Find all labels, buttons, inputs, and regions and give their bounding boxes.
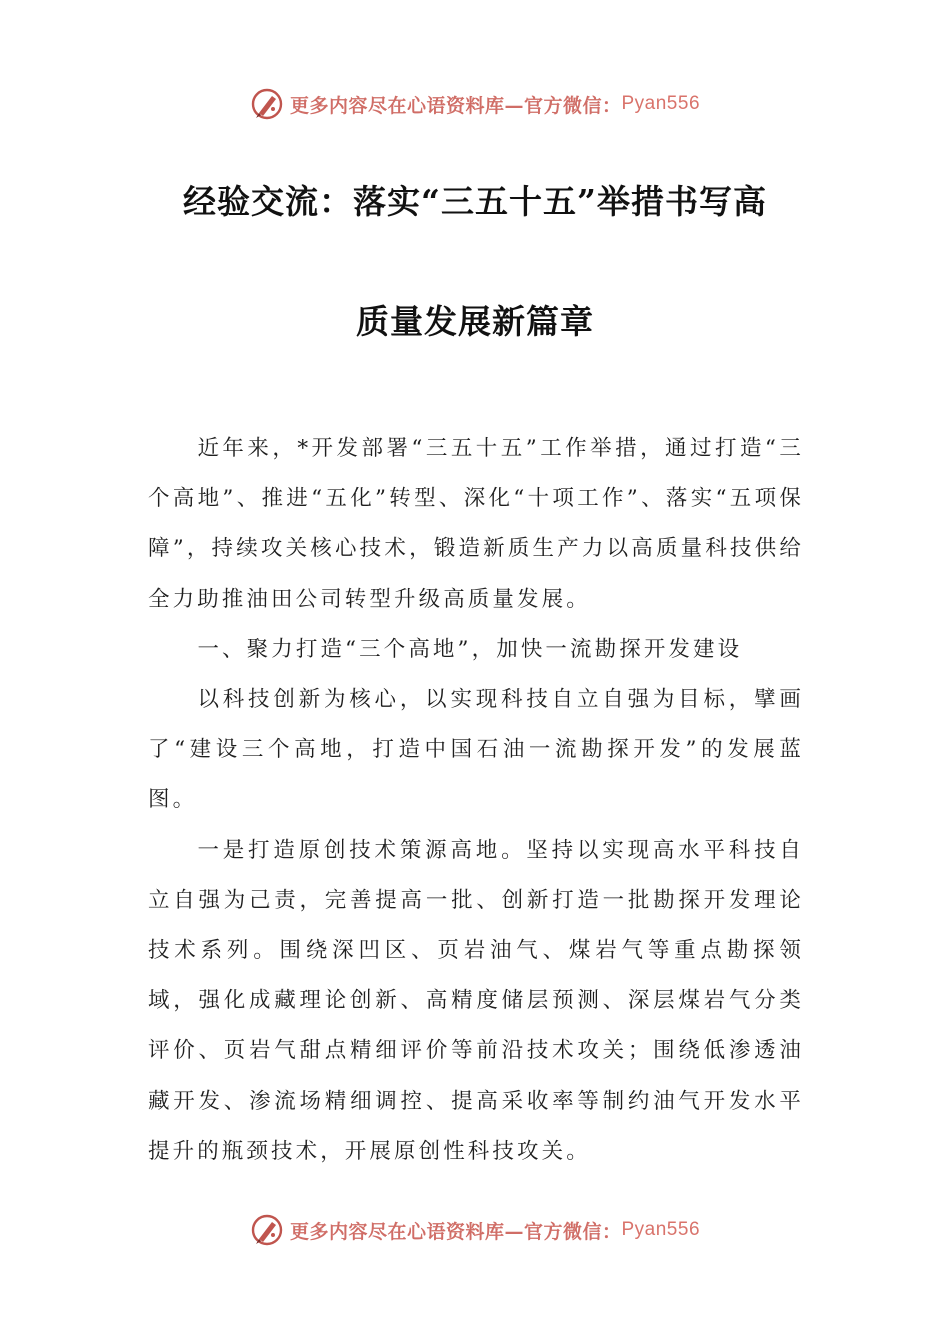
watermark-text: 更多内容尽在心语资料库—官方微信： [289,94,622,117]
document-body [148,424,804,1177]
pen-logo-icon [250,87,284,121]
watermark-wechat-id: Pyan556 [621,1219,701,1240]
document-title-line-1: 经验交流：落实“三五十五”举措书写高 [183,182,767,221]
pen-logo-icon [250,1213,284,1247]
paragraph-intro: 近年来，*开发部署“三五十五”工作举措，通过打造“三个高地”、推进“五化”转型、深化“十项工作”、落实“五项保障”，持续攻关核心技术，锻造新质生产力以高质量科技供给全力助推油田公司转型升级高质量发展。 [148,436,804,612]
paragraph-section-1-intro: 以科技创新为核心，以实现科技自立自强为目标，擘画了“建设三个高地，打造中国石油一流勘探开发”的发展蓝图。 [148,687,804,813]
footer-watermark [0,1210,950,1250]
paragraph-first-measure: 一是打造原创技术策源高地。坚持以实现高水平科技自立自强为己责，完善提高一批、创新打造一批勘探开发理论技术系列。围绕深凹区、页岩油气、煤岩气等重点勘探领域，强化成藏理论创新、高精度储层预测、深层煤岩气分类评价、页岩气甜点精细评价等前沿技术攻关；围绕低渗透油藏开发、渗流场精细调控、提高采收率等制约油气开发水平提升的瓶颈技术，开展原创性科技攻关。 [148,837,804,1164]
document-title-line-2: 质量发展新篇章 [356,302,594,341]
watermark-wechat-id: Pyan556 [621,93,701,114]
section-heading-1: 一、聚力打造“三个高地”，加快一流勘探开发建设 [197,636,743,662]
header-watermark [0,84,950,124]
watermark-text: 更多内容尽在心语资料库—官方微信： [289,1220,622,1243]
